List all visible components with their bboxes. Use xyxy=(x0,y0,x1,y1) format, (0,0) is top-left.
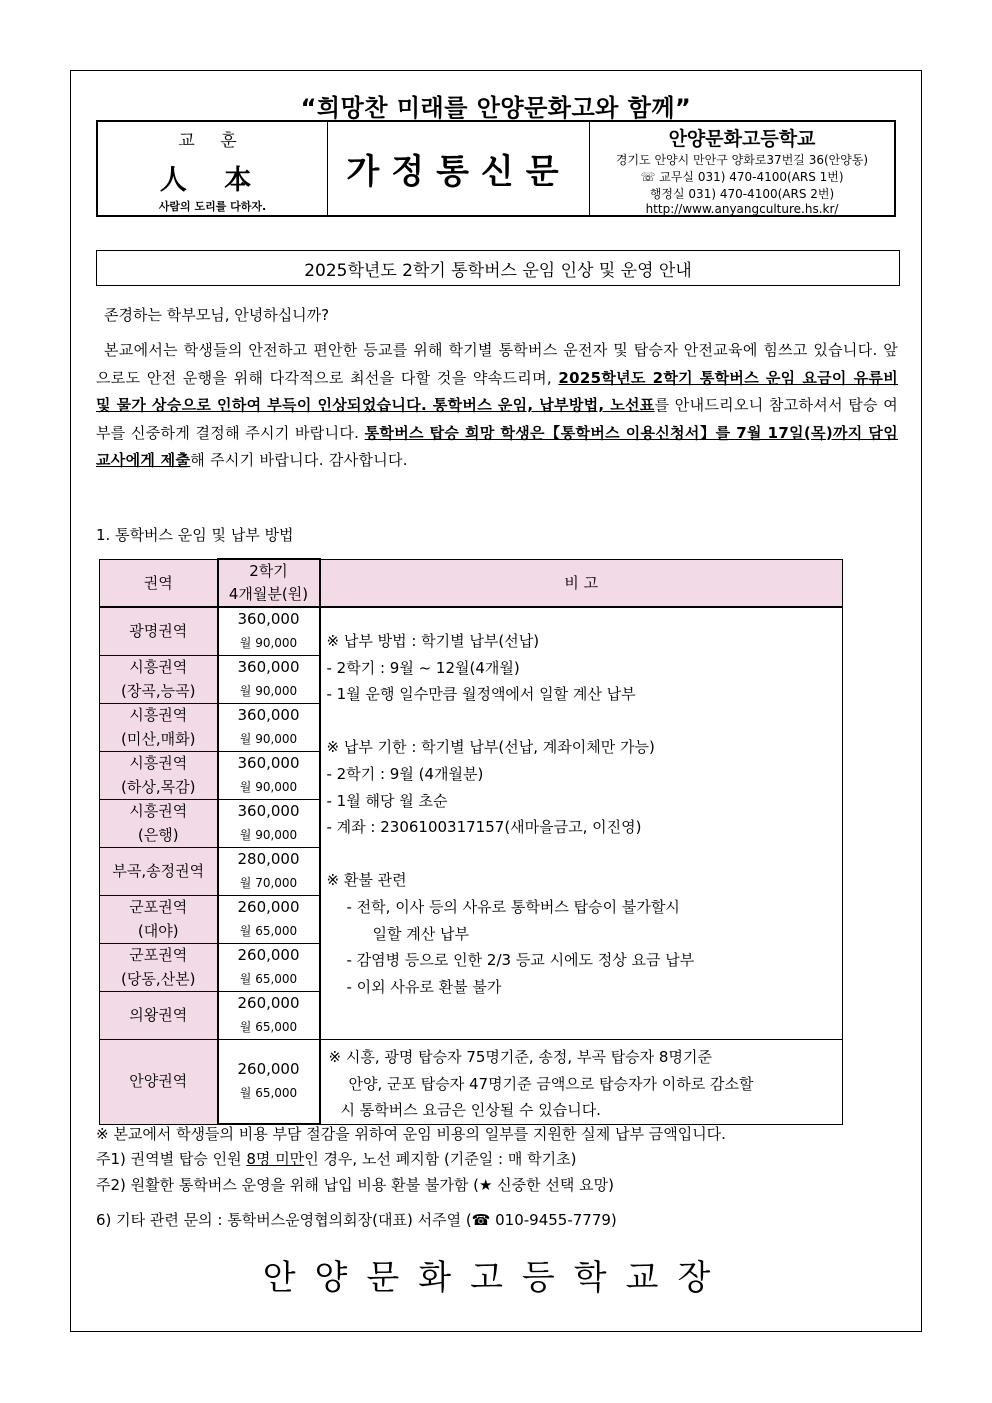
price-monthly: 월 65,000 xyxy=(239,971,298,986)
remark-deadline-1: - 2학기 : 9월 (4개월분) xyxy=(326,764,484,783)
region-name: 광명권역 xyxy=(129,621,188,640)
school-name: 안양문화고등학교 xyxy=(668,128,816,150)
body-text-1: 본교에서는 학생들의 안전하고 편안한 등교를 위해 학기별 통학버스 운전자 및 탑승자 안전교육에 힘쓰고 있습니다. 앞으로도 안전 운행을 위해 다각적으로 최선을 다할 것을 약속드리며, xyxy=(96,341,898,387)
capacity-remark-2: 안양, 군포 탑승자 47명기준 금액으로 탑승자가 이하로 감소할 xyxy=(348,1074,754,1093)
motto: 人 本 xyxy=(159,165,266,196)
price-amount: 260,000 xyxy=(237,994,300,1012)
phone-admin: 행정실 031) 470-4100(ARS 2번) xyxy=(649,187,835,201)
slogan: “희망찬 미래를 안양문화고와 함께” xyxy=(300,94,692,122)
table-row-price xyxy=(218,800,320,848)
table-row-price xyxy=(218,607,320,656)
remark-refund-title: ※ 환불 관련 xyxy=(326,871,407,890)
region-name: 시흥권역 xyxy=(129,658,188,676)
table-row-price xyxy=(218,896,320,944)
motto-description: 사람의 도리를 다하자. xyxy=(158,200,267,213)
price-amount: 360,000 xyxy=(237,802,300,820)
price-amount: 260,000 xyxy=(237,946,300,964)
remark-deadline-2: - 1월 해당 월 초순 xyxy=(326,791,448,810)
header-price xyxy=(218,559,320,607)
price-amount: 360,000 xyxy=(237,658,300,676)
footnote-1-text-end: 인 경우, 노선 폐지함 (기준일 : 매 학기초) xyxy=(304,1150,577,1168)
footnote-1 xyxy=(96,1148,576,1169)
remarks-cell xyxy=(320,607,843,1040)
price-amount: 260,000 xyxy=(237,1060,300,1079)
remark-refund-2: - 감염병 등으로 인한 2/3 등교 시에도 정상 요금 납부 xyxy=(346,951,695,970)
capacity-remark-3: 시 통학버스 요금은 인상될 수 있습니다. xyxy=(340,1101,601,1120)
price-monthly: 월 65,000 xyxy=(239,923,298,938)
region-subname: (은행) xyxy=(137,825,179,844)
table-row-region xyxy=(100,848,218,896)
region-subname: (장곡,능곡) xyxy=(121,681,196,700)
school-address: 경기도 안양시 만안구 양화로37번길 36(안양동) xyxy=(615,153,869,167)
header-price-line2: 4개월분(원) xyxy=(228,585,309,603)
price-monthly: 월 90,000 xyxy=(239,779,298,794)
price-amount: 260,000 xyxy=(237,898,300,916)
region-name: 시흥권역 xyxy=(129,706,188,724)
table-row-region xyxy=(100,896,218,944)
table-row-region xyxy=(100,656,218,704)
table-row-price xyxy=(218,1040,320,1125)
capacity-remark-1: ※ 시흥, 광명 탑승자 75명기준, 송정, 부곡 탑승자 8명기준 xyxy=(328,1048,712,1066)
table-row-region xyxy=(100,992,218,1040)
price-amount: 360,000 xyxy=(237,754,300,772)
region-name: 시흥권역 xyxy=(129,802,188,820)
table-row-region xyxy=(100,752,218,800)
region-name: 군포권역 xyxy=(129,946,188,964)
remark-deadline-title: ※ 납부 기한 : 학기별 납부(선납, 계좌이체만 가능) xyxy=(326,738,655,757)
footnote-2: 주2) 원활한 통학버스 운영을 위해 납입 비용 환불 불가함 (★ 신중한 선택 요망) xyxy=(96,1176,614,1194)
footnote-1-emphasis: 8명 미만 xyxy=(246,1150,305,1168)
fare-table xyxy=(99,558,843,1125)
price-monthly: 월 70,000 xyxy=(239,875,298,890)
remark-deadline-3: - 계좌 : 2306100317157(새마을금고, 이진영) xyxy=(326,818,642,837)
table-row-region xyxy=(100,944,218,992)
body-paragraph xyxy=(96,337,898,475)
region-name: 의왕권역 xyxy=(129,1005,188,1024)
price-monthly: 월 90,000 xyxy=(239,635,298,650)
section-title: 1. 통학버스 운임 및 납부 방법 xyxy=(96,526,294,544)
remark-pay-method-1: - 2학기 : 9월 ~ 12월(4개월) xyxy=(326,658,520,677)
region-subname: (미산,매화) xyxy=(121,729,196,748)
remark-pay-method-title: ※ 납부 방법 : 학기별 납부(선납) xyxy=(326,632,540,650)
region-subname: (당동,산본) xyxy=(121,969,196,988)
table-row-region xyxy=(100,1040,218,1125)
contact-info: 6) 기타 관련 문의 : 통학버스운영협의회장(대표) 서주열 (☎ 010-9455-7779) xyxy=(96,1211,617,1229)
price-monthly: 월 65,000 xyxy=(239,1019,298,1034)
school-website[interactable]: http://www.anyangculture.hs.kr/ xyxy=(645,202,839,216)
region-subname: (대야) xyxy=(137,921,179,940)
motto-label: 교 훈 xyxy=(178,131,247,151)
school-motto-box xyxy=(98,122,328,215)
body-text-2: 를 안내드리오니 참고하셔서 탑승 여부를 신중하게 결정해 주시기 바랍니다. xyxy=(96,396,898,442)
body-emphasis-1: 2025학년도 2학기 통학버스 운임 요금이 유류비 및 물가 상승으로 인하여 부득이 인상되었습니다. 통학버스 운임, 납부방법, 노선표 xyxy=(96,368,898,414)
table-row-price xyxy=(218,848,320,896)
price-amount: 280,000 xyxy=(237,850,300,868)
region-name: 군포권역 xyxy=(129,898,188,916)
table-row-region xyxy=(100,704,218,752)
table-row-price xyxy=(218,992,320,1040)
region-name: 시흥권역 xyxy=(129,754,188,772)
notice-title: 2025학년도 2학기 통학버스 운임 인상 및 운영 안내 xyxy=(96,250,900,286)
principal-signature: 안양문화고등학교장 xyxy=(262,1258,730,1298)
table-row-region xyxy=(100,800,218,848)
letterhead xyxy=(96,120,896,217)
table-row-price xyxy=(218,704,320,752)
region-name: 부곡,송정권역 xyxy=(112,861,205,880)
document-title: 가정통신문 xyxy=(328,122,590,215)
remark-refund-1b: 일할 계산 납부 xyxy=(372,924,469,943)
capacity-remark-cell xyxy=(320,1040,843,1125)
table-row-price xyxy=(218,656,320,704)
body-emphasis-2: 통학버스 탑승 희망 학생은【통학버스 이용신청서】를 7월 17일(목)까지 담임교사에게 제출 xyxy=(96,423,898,469)
support-note: ※ 본교에서 학생들의 비용 부담 절감을 위하여 운임 비용의 일부를 지원한 실제 납부 금액입니다. xyxy=(96,1125,726,1143)
price-monthly: 월 90,000 xyxy=(239,827,298,842)
table-row-price xyxy=(218,944,320,992)
price-monthly: 월 65,000 xyxy=(239,1085,298,1100)
remark-refund-3: - 이외 사유로 환불 불가 xyxy=(346,977,502,996)
footnote-1-text: 주1) 권역별 탑승 인원 xyxy=(96,1150,247,1168)
body-text-3: 해 주시기 바랍니다. 감사합니다. xyxy=(190,451,408,469)
price-monthly: 월 90,000 xyxy=(239,683,298,698)
price-amount: 360,000 xyxy=(237,610,300,628)
greeting: 존경하는 학부모님, 안녕하십니까? xyxy=(104,306,330,324)
header-region: 권역 xyxy=(100,559,218,607)
school-info-box xyxy=(590,122,894,215)
table-row-region xyxy=(100,607,218,656)
remark-refund-1a: - 전학, 이사 등의 사유로 통학버스 탑승이 불가할시 xyxy=(346,897,680,916)
header-remarks: 비 고 xyxy=(320,559,843,607)
header-price-line1: 2학기 xyxy=(249,562,288,580)
region-subname: (하상,목감) xyxy=(121,777,196,796)
remark-pay-method-2: - 1월 운행 일수만큼 월정액에서 일할 계산 납부 xyxy=(326,685,636,704)
price-monthly: 월 90,000 xyxy=(239,731,298,746)
phone-office: ☏ 교무실 031) 470-4100(ARS 1번) xyxy=(640,170,844,184)
region-name: 안양권역 xyxy=(129,1072,188,1091)
price-amount: 360,000 xyxy=(237,706,300,724)
table-row-price xyxy=(218,752,320,800)
